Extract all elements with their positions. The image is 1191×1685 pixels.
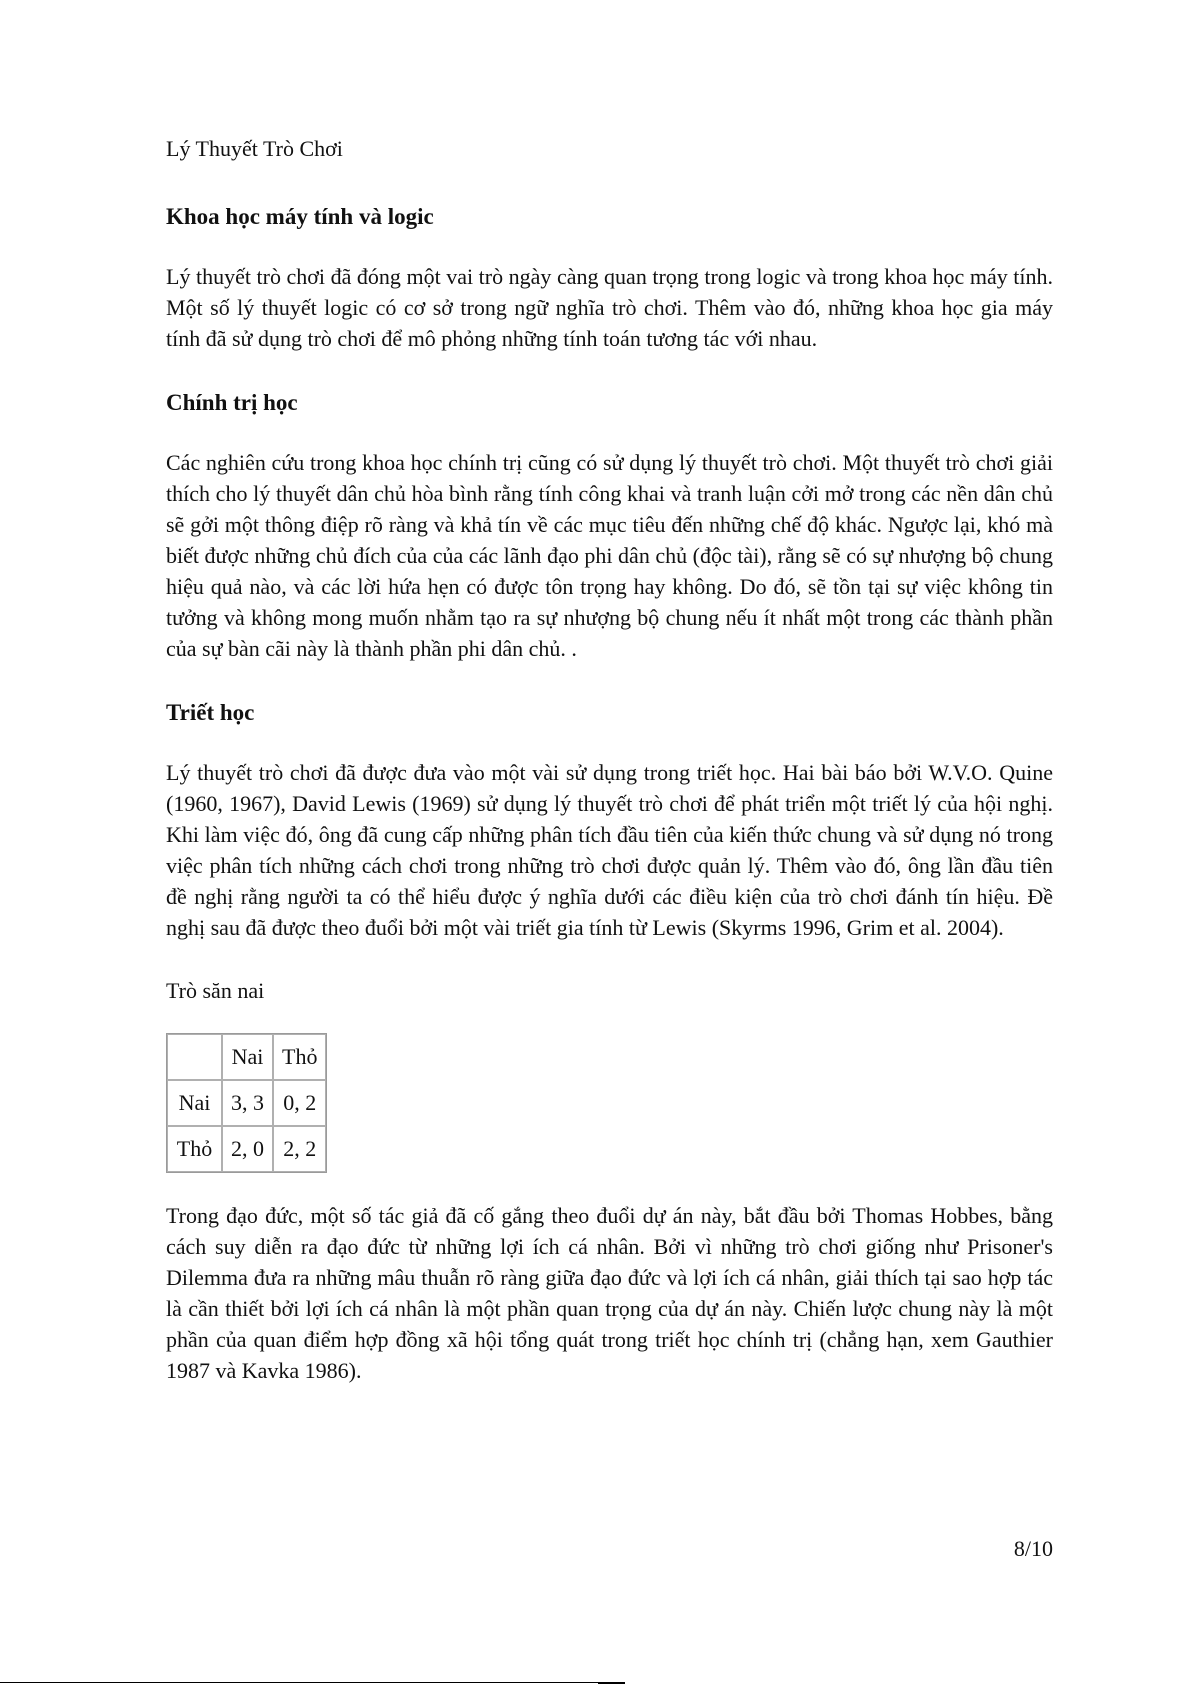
payoff-table <box>166 1033 327 1173</box>
section-paragraph-philosophy: Lý thuyết trò chơi đã được đưa vào một vài sử dụng trong triết học. Hai bài báo bởi W.V.O. Quine (1960, 1967), David Lewis (1969) sử dụng lý thuyết trò chơi để phát triển một triết lý của hội nghị. Khi làm việc đó, ông đã cung cấp những phân tích đầu tiên của kiến thức chung và sử dụng nó trong việc phân tích những cách chơi trong những trò chơi được quản lý. Thêm vào đó, ông lần đầu tiên đề nghị rằng người ta có thể hiểu được ý nghĩa dưới các điều kiện của trò chơi đánh tín hiệu. Đề nghị sau đã được theo đuổi bởi một vài triết gia tính từ Lewis (Skyrms 1996, Grim et al. 2004). <box>166 760 1053 940</box>
table-col-header: Nai <box>222 1034 273 1080</box>
section-paragraph-political-science: Các nghiên cứu trong khoa học chính trị cũng có sử dụng lý thuyết trò chơi. Một thuyết trò chơi giải thích cho lý thuyết dân chủ hòa bình rằng tính công khai và tranh luận cởi mở trong các nền dân chủ sẽ gởi một thông điệp rõ ràng và khả tín về các mục tiêu đến những chế độ khác. Ngược lại, khó mà biết được những chủ đích của của các lãnh đạo phi dân chủ (độc tài), rằng sẽ có sự nhượng bộ chung hiệu quả nào, và các lời hứa hẹn có được tôn trọng hay không. Do đó, sẽ tồn tại sự việc không tin tưởng và không mong muốn nhằm tạo ra sự nhượng bộ chung nếu ít nhất một trong các thành phần của sự bàn cãi này là thành phần phi dân chủ. . <box>166 450 1053 661</box>
section-heading-political-science: Chính trị học <box>166 390 298 415</box>
section-heading-computer-science: Khoa học máy tính và logic <box>166 204 434 229</box>
table-cell: 2, 2 <box>273 1126 326 1172</box>
document-body <box>166 203 1053 1386</box>
table-row <box>167 1126 326 1172</box>
section-heading-philosophy: Triết học <box>166 700 255 725</box>
table-row <box>167 1080 326 1126</box>
page-number: 8/10 <box>1013 1536 1053 1561</box>
table-cell: 3, 3 <box>222 1080 273 1126</box>
table-col-header: Thỏ <box>273 1034 326 1080</box>
table-cell: 0, 2 <box>273 1080 326 1126</box>
table-caption: Trò săn nai <box>166 978 265 1003</box>
table-row-header: Thỏ <box>167 1126 222 1172</box>
footer-divider <box>0 1682 625 1683</box>
table-corner-cell <box>167 1034 222 1080</box>
closing-paragraph: Trong đạo đức, một số tác giả đã cố gắng theo đuổi dự án này, bắt đầu bởi Thomas Hobbes, bằng cách suy diễn ra đạo đức từ những lợi ích cá nhân. Bởi vì những trò chơi giống như Prisoner's Dilemma đưa ra những mâu thuẫn rõ ràng giữa đạo đức và lợi ích cá nhân, giải thích tại sao hợp tác là cần thiết bởi lợi ích cá nhân là một phần quan trọng của dự án này. Chiến lược chung này là một phần của quan điểm hợp đồng xã hội tổng quát trong triết học chính trị (chẳng hạn, xem Gauthier 1987 và Kavka 1986). <box>166 1203 1053 1383</box>
table-header-row <box>167 1034 326 1080</box>
footer-divider-accent <box>598 1682 625 1684</box>
document-page <box>166 0 1053 1685</box>
document-header: Lý Thuyết Trò Chơi <box>166 136 343 161</box>
table-cell: 2, 0 <box>222 1126 273 1172</box>
section-paragraph-computer-science: Lý thuyết trò chơi đã đóng một vai trò ngày càng quan trọng trong logic và trong khoa học máy tính. Một số lý thuyết logic có cơ sở trong ngữ nghĩa trò chơi. Thêm vào đó, những khoa học gia máy tính đã sử dụng trò chơi để mô phỏng những tính toán tương tác với nhau. <box>166 264 1053 351</box>
table-row-header: Nai <box>167 1080 222 1126</box>
